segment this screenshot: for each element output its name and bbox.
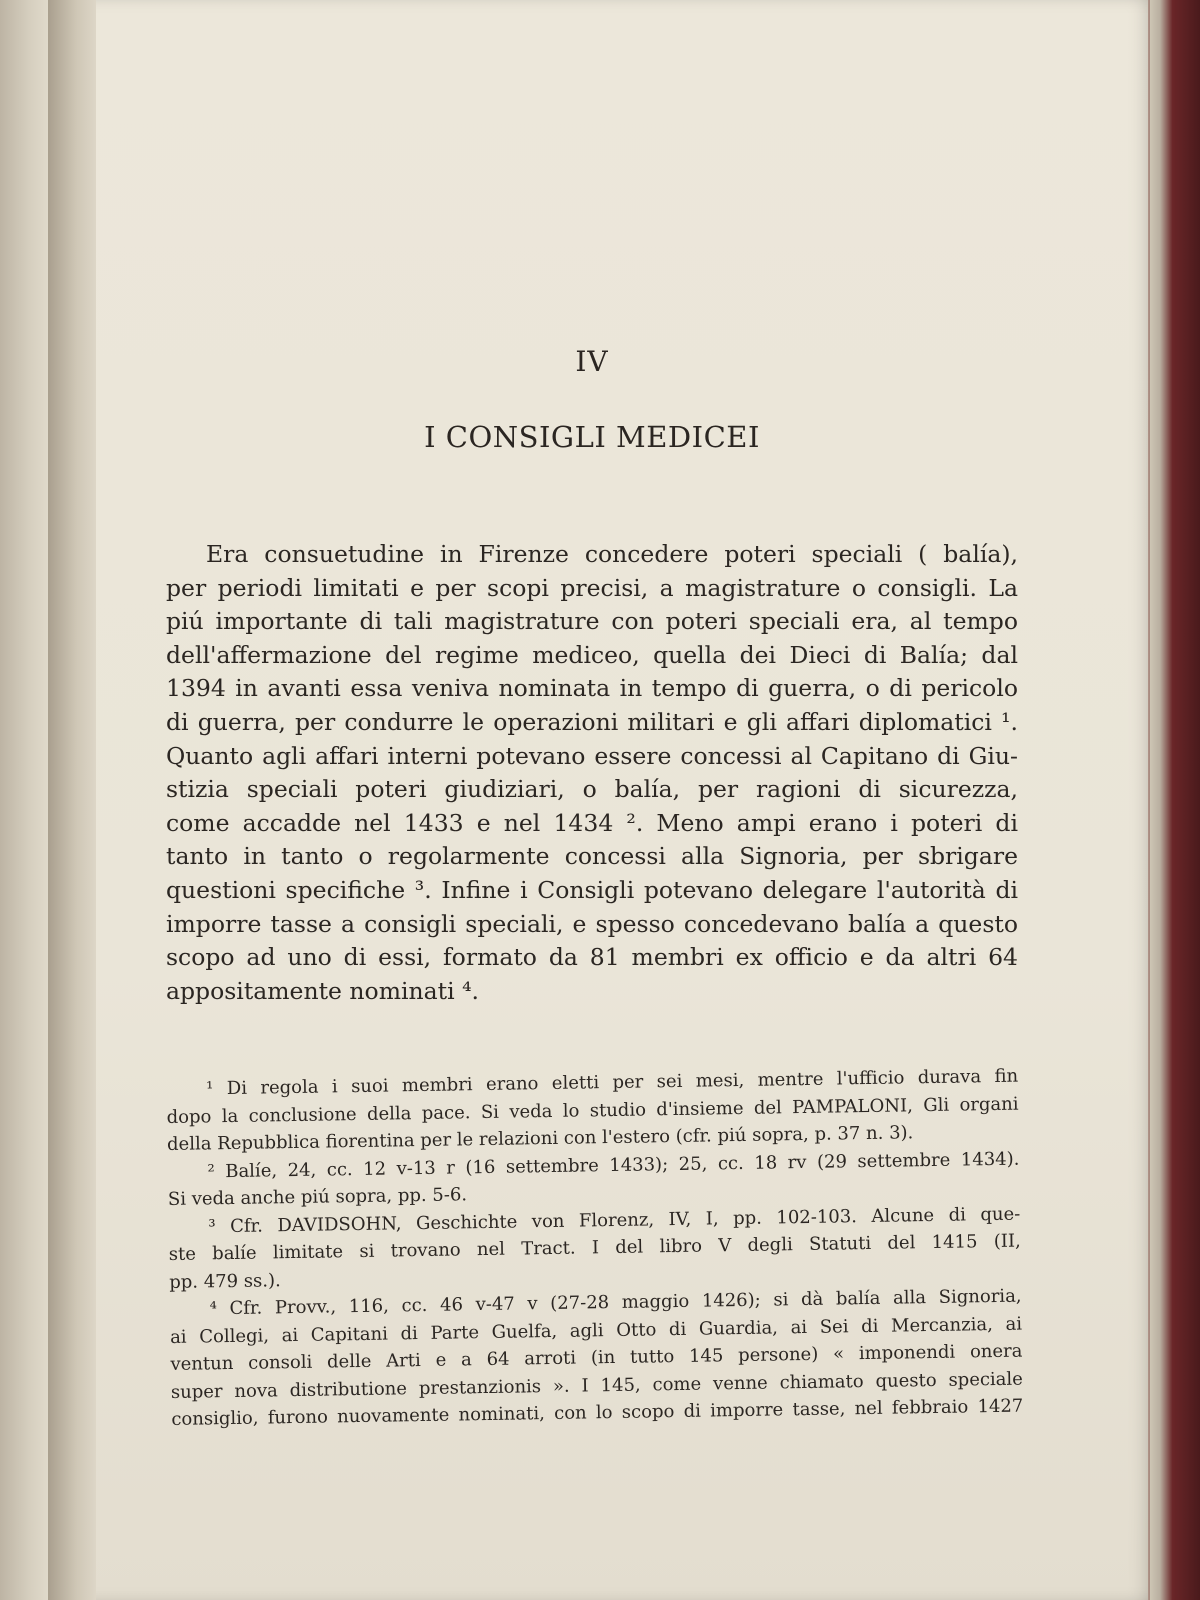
book-page xyxy=(48,0,1148,1600)
body-line: dell'affermazione del regime mediceo, quella dei Dieci di Balía; dal xyxy=(166,640,1018,669)
body-line: scopo ad uno di essi, formato da 81 membri ex officio e da altri 64 xyxy=(166,943,1018,972)
footnote-line: Si veda anche piú sopra, pp. 5-6. xyxy=(167,1184,468,1210)
footnote-line: pp. 479 ss.). xyxy=(169,1269,281,1293)
footnote-line: ventun consoli delle Arti e a 64 arroti (in tutto 145 persone) « imponendi onera xyxy=(170,1340,1023,1375)
chapter-number: IV xyxy=(575,345,609,378)
footnote-line: consiglio, furono nuovamente nominati, con lo scopo di imporre tasse, nel febbraio 1427 xyxy=(171,1395,1024,1430)
footnote-line: ¹ Di regola i suoi membri erano eletti per sei mesi, mentre l'ufficio durava fin xyxy=(206,1065,1019,1100)
footnote-line: dopo la conclusione della pace. Si veda lo studio d'insieme del PAMPALONI, Gli organi xyxy=(166,1093,1019,1128)
body-line: di guerra, per condurre le operazioni militari e gli affari diplomatici ¹. xyxy=(166,707,1018,736)
footnote-line: ² Balíe, 24, cc. 12 v-13 r (16 settembre 1433); 25, cc. 18 rv (29 settembre 1434). xyxy=(207,1148,1020,1182)
footnote-line: ai Collegi, ai Capitani di Parte Guelfa, agli Otto di Guardia, ai Sei di Mercanzia, ai xyxy=(169,1313,1023,1348)
footnote-line: ste balíe limitate si trovano nel Tract. I del libro V degli Statuti del 1415 (II, xyxy=(168,1230,1021,1265)
footnotes xyxy=(166,1063,1024,1434)
body-line: per periodi limitati e per scopi precisi, a magistrature o consigli. La xyxy=(166,573,1018,602)
body-line: tanto in tanto o regolarmente concessi alla Signoria, per sbrigare xyxy=(166,842,1018,871)
body-line: appositamente nominati ⁴. xyxy=(166,976,479,1005)
body-line: questioni specifiche ³. Infine i Consigli potevano delegare l'autorità di xyxy=(166,875,1018,904)
body-line: imporre tasse a consigli speciali, e spesso concedevano balía a questo xyxy=(166,909,1018,938)
body-line: come accadde nel 1433 e nel 1434 ². Meno ampi erano i poteri di xyxy=(166,808,1018,837)
book-cover-edge xyxy=(1150,0,1200,1600)
body-line: 1394 in avanti essa veniva nominata in tempo di guerra, o di pericolo xyxy=(166,674,1018,703)
body-line: Era consuetudine in Firenze concedere poteri speciali ( balía), xyxy=(206,540,1018,568)
body-line: stizia speciali poteri giudiziari, o balía, per ragioni di sicurezza, xyxy=(166,775,1018,804)
body-line: Quanto agli affari interni potevano essere concessi al Capitano di Giu- xyxy=(166,741,1018,770)
footnote-line: della Repubblica fiorentina per le relazioni con l'estero (cfr. piú sopra, p. 37 n. 3). xyxy=(166,1122,914,1155)
page-gutter xyxy=(48,0,96,1600)
body-line: piú importante di tali magistrature con poteri speciali era, al tempo xyxy=(166,607,1018,636)
footnote-line: super nova distributione prestanzionis ». I 145, come venne chiamato questo speciale xyxy=(170,1368,1024,1403)
body-text xyxy=(166,538,1018,1008)
footnote-line: ³ Cfr. DAVIDSOHN, Geschichte von Florenz, IV, I, pp. 102-103. Alcune di que- xyxy=(208,1203,1021,1237)
chapter-title: I CONSIGLI MEDICEI xyxy=(424,420,760,454)
footnote-line: ⁴ Cfr. Provv., 116, cc. 46 v-47 v (27-28 maggio 1426); si dà balía alla Signoria, xyxy=(209,1285,1022,1320)
